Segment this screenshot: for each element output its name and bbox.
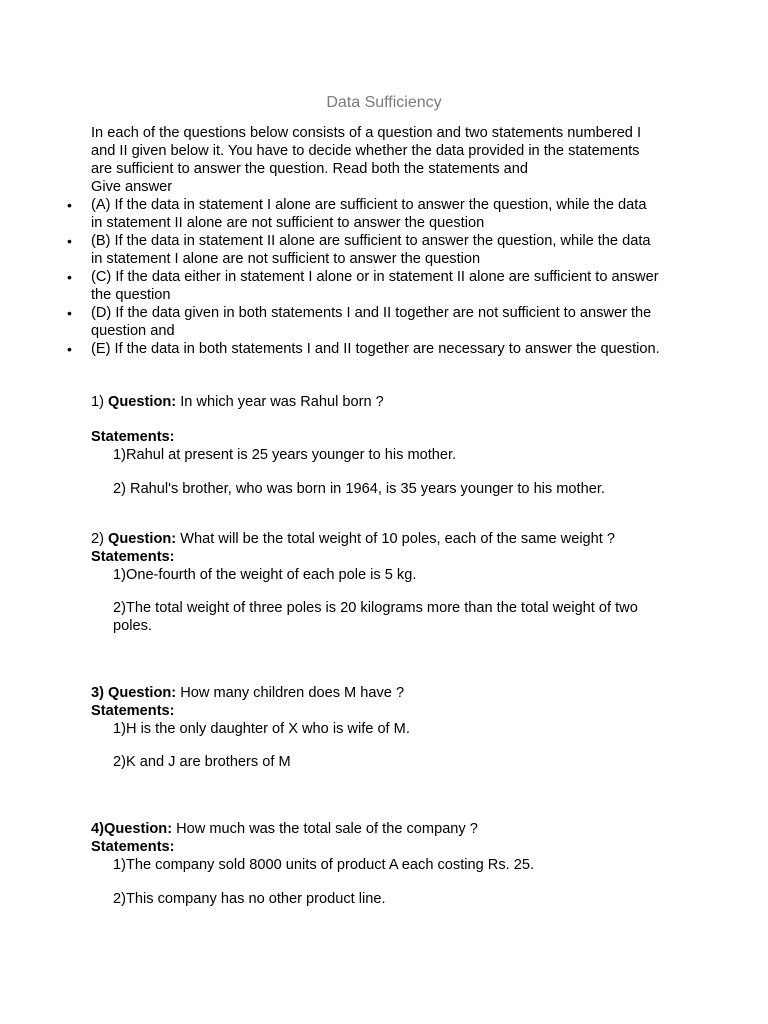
question-label: Question: <box>108 531 177 547</box>
statements-label: Statements: <box>91 703 175 719</box>
bullet-icon: • <box>67 233 72 249</box>
question-number: 1) <box>91 394 109 410</box>
statement-1: 1)The company sold 8000 units of product A each costing Rs. 25. <box>113 857 535 873</box>
option-line: (D) If the data given in both statements I and II together are not sufficient to answer the <box>91 305 652 321</box>
statement-1: 1)H is the only daughter of X who is wife of M. <box>113 721 410 737</box>
question-number: 2) <box>91 531 109 547</box>
option-a <box>0 196 691 232</box>
document-title: Data Sufficiency <box>326 94 442 111</box>
question-text: How much was the total sale of the company ? <box>172 821 478 837</box>
question-text: How many children does M have ? <box>176 685 405 701</box>
statement-2: 2) Rahul's brother, who was born in 1964, is 35 years younger to his mother. <box>113 481 605 497</box>
option-line: (E) If the data in both statements I and II together are necessary to answer the question. <box>91 341 660 357</box>
bullet-icon: • <box>67 341 72 357</box>
statement-line: poles. <box>113 618 152 634</box>
question-4 <box>91 820 691 908</box>
option-line: the question <box>91 287 171 303</box>
instructions-line: In each of the questions below consists of a question and two statements numbered I <box>91 125 642 141</box>
statement-2 <box>91 599 673 635</box>
question-line <box>91 820 691 838</box>
instructions-line: and II given below it. You have to decide whether the data provided in the statements <box>91 143 640 159</box>
option-b <box>0 232 691 268</box>
question-line <box>91 684 691 702</box>
instructions-line: are sufficient to answer the question. Read both the statements and <box>91 161 529 177</box>
statements-label: Statements: <box>91 549 175 565</box>
question-label: 4)Question: <box>91 821 173 837</box>
statements-label: Statements: <box>91 839 175 855</box>
statement-2: 2)This company has no other product line. <box>113 891 386 907</box>
instructions-line: Give answer <box>91 179 173 195</box>
instructions-paragraph <box>91 124 691 196</box>
option-line: in statement I alone are not sufficient to answer the question <box>91 251 481 267</box>
option-line: (C) If the data either in statement I alone or in statement II alone are sufficient to answer <box>91 269 659 285</box>
answer-options-list <box>0 196 768 358</box>
option-c <box>0 268 691 304</box>
option-line: question and <box>91 323 175 339</box>
question-2 <box>91 530 691 635</box>
question-1 <box>91 393 691 498</box>
question-text: In which year was Rahul born ? <box>176 394 384 410</box>
statement-2: 2)K and J are brothers of M <box>113 754 291 770</box>
bullet-icon: • <box>67 197 72 213</box>
bullet-icon: • <box>67 305 72 321</box>
statement-1: 1)One-fourth of the weight of each pole is 5 kg. <box>113 567 417 583</box>
statements-label: Statements: <box>91 429 175 445</box>
statement-1: 1)Rahul at present is 25 years younger to his mother. <box>113 447 457 463</box>
bullet-icon: • <box>67 269 72 285</box>
option-line: (B) If the data in statement II alone are sufficient to answer the question, while the data <box>91 233 651 249</box>
option-e <box>0 340 691 358</box>
option-line: in statement II alone are not sufficient to answer the question <box>91 215 485 231</box>
question-label: 3) Question: <box>91 685 177 701</box>
option-d <box>0 304 691 340</box>
question-line <box>91 393 691 411</box>
statement-line: 2)The total weight of three poles is 20 kilograms more than the total weight of two <box>113 600 638 616</box>
question-label: Question: <box>108 394 177 410</box>
option-line: (A) If the data in statement I alone are sufficient to answer the question, while the data <box>91 197 647 213</box>
question-line <box>91 530 691 548</box>
question-3 <box>91 684 691 771</box>
question-text: What will be the total weight of 10 poles, each of the same weight ? <box>176 531 616 547</box>
